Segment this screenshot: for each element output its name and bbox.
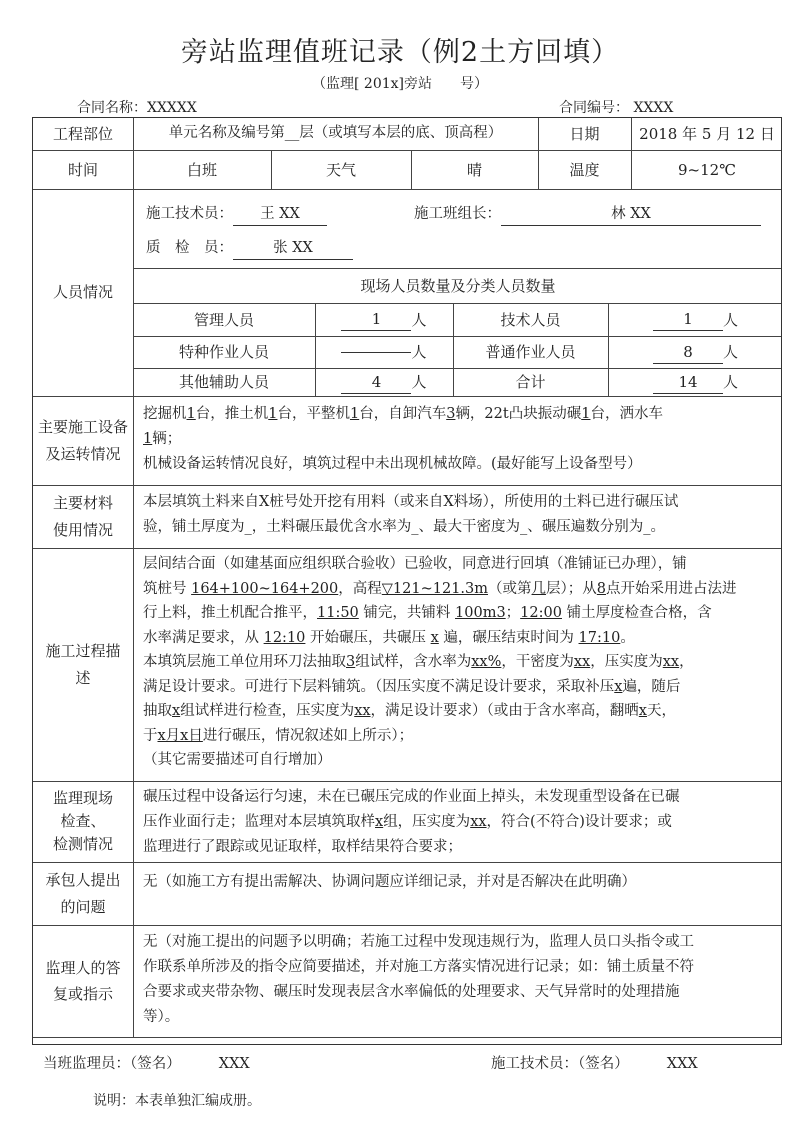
record-table (32, 117, 782, 1072)
special-operators-label: 特种作业人员 (178, 343, 269, 361)
technician-value: 王 XX (233, 203, 327, 226)
personnel-count-title: 现场人员数量及分类人员数量 (360, 276, 556, 295)
team-leader-label: 施工班组长： (414, 206, 501, 222)
row-divider (33, 781, 781, 782)
inspector-value: 张 XX (233, 237, 353, 260)
team-leader-line (414, 202, 761, 227)
auxiliary-staff-label: 其他辅助人员 (178, 373, 269, 391)
row-divider (33, 1037, 781, 1038)
process-text: 层间结合面（如建基面应组织联合验收）已验收，同意进行回填（准铺证已办理），铺 筑桩号 164+100~164+200，高程▽121~121.3m（或第几层）；从8点开始采用进占法进 行上料，推土机配合推平，11:50 铺完，共铺料 100m3；12:00 铺土厚度检查合格，含 水率满足要求，从 12:10 开始碾压，共碾压 x 遍，碾压结束时间为 17:10。 本填筑层施工单位用环刀法抽取3组试样，含水率为xx%，干密度为xx，压实度为xx， 满足设计要求。可进行下层料铺筑。（因压实度不满足设计要求，采取补压x遍，随后 抽取x组试样进行检查，压实度为xx，满足设计要求）（或由于含水率高，翻晒x天， 于x月x日进行碾压，情况叙述如上所示）； （其它需要描述可自行增加） (143, 556, 737, 768)
date-label: 日期 (569, 125, 600, 143)
auxiliary-staff-count: 4 人 (315, 368, 453, 396)
row-divider (33, 485, 781, 486)
general-workers-label: 普通作业人员 (485, 343, 576, 361)
contractor-issues-text: 无（如施工方有提出需解决、协调问题应详细记录，并对是否解决在此明确） (143, 874, 636, 890)
project-part-value: 单元名称及编号第__层（或填写本层的底、顶高程） (168, 125, 503, 142)
total-staff-label: 合计 (515, 373, 546, 391)
temperature-label: 温度 (569, 160, 600, 179)
equipment-text: 挖掘机1台，推土机1台，平整机1台，自卸汽车3辆，22t凸块振动碾1台，洒水车 1辆； 机械设备运转情况良好，填筑过程中未出现机械故障。(最好能写上设备型号） (143, 406, 663, 472)
row-divider (33, 862, 781, 863)
technical-staff-label: 技术人员 (500, 310, 561, 329)
row-divider (33, 189, 781, 190)
shift-value: 白班 (186, 160, 217, 179)
col-divider (133, 925, 134, 1037)
col-divider (133, 118, 134, 925)
technician-line (146, 202, 327, 227)
materials-label: 主要材料 使用情况 (52, 494, 113, 539)
time-label: 时间 (67, 160, 98, 179)
footnote: 说明：本表单独汇编成册。 (93, 1093, 261, 1109)
inspection-text: 碾压过程中设备运行匀速，未在已碾压完成的作业面上掉头，未发现重型设备在已碾 压作业面行走；监理对本层填筑取样x组，压实度为xx，符合(不符合)设计要求；或 监理进行了跟踪或见证取样，取样结果符合要求； (143, 789, 680, 855)
row-divider (33, 548, 781, 549)
row-divider (33, 925, 781, 926)
date-value: 2018 年 5 月 12 日 (639, 125, 775, 143)
inspection-label: 监理现场 检查、 检测情况 (52, 788, 113, 854)
supervisor-reply-text: 无（对施工提出的问题予以明确；若施工过程中发现违规行为，监理人员口头指令或工 作联系单所涉及的指令应简要描述，并对施工方落实情况进行记录；如：铺土质量不符 合要求或夹带杂物、碾压时发现表层含水率偏低的处理要求、天气异常时的处理措施 等）。 (143, 934, 694, 1025)
technical-staff-count: 1 人 (608, 303, 783, 336)
document-number: （监理[ 201x]旁站 号） (312, 76, 488, 92)
technician-signature: 施工技术员：（签名） XXX (491, 1056, 698, 1072)
supervisor-reply-label: 监理人的答 复或指示 (45, 958, 121, 1003)
special-operators-count: 人 (315, 336, 453, 368)
supervisor-signature: 当班监理员：（签名） XXX (43, 1056, 250, 1072)
inspector-label: 质 检 员： (146, 240, 233, 256)
row-divider (33, 396, 781, 397)
process-label: 施工过程描 述 (45, 642, 121, 687)
contract-name: 合同名称：XXXXX (77, 100, 197, 116)
team-leader-value: 林 XX (501, 203, 761, 226)
temperature-value: 9~12℃ (678, 160, 736, 179)
technician-label: 施工技术员： (146, 206, 233, 222)
supervisor-signature-value: XXX (218, 1056, 250, 1072)
project-part-label: 工程部位 (52, 125, 113, 143)
weather-label: 天气 (325, 160, 356, 179)
weather-value: 晴 (466, 160, 482, 179)
contract-number: 合同编号： XXXX (559, 100, 674, 116)
document-title: 旁站监理值班记录（例2土方回填） (180, 37, 620, 68)
management-staff-count: 1 人 (315, 303, 453, 336)
general-workers-count: 8 人 (608, 336, 783, 368)
inspector-line (146, 236, 353, 261)
total-staff-count: 14 人 (608, 368, 783, 396)
materials-text: 本层填筑土料来自X桩号处开挖有用料（或来自X料场），所使用的土料已进行碾压试 验，铺土厚度为_，土料碾压最优含水率为_、最大干密度为_、碾压遍数分别为_。 (143, 494, 679, 535)
personnel-label: 人员情况 (52, 283, 113, 302)
equipment-label: 主要施工设备 及运转情况 (37, 418, 128, 463)
contractor-issues-label: 承包人提出 的问题 (45, 871, 121, 916)
management-staff-label: 管理人员 (193, 310, 254, 329)
technician-signature-value: XXX (666, 1056, 698, 1072)
